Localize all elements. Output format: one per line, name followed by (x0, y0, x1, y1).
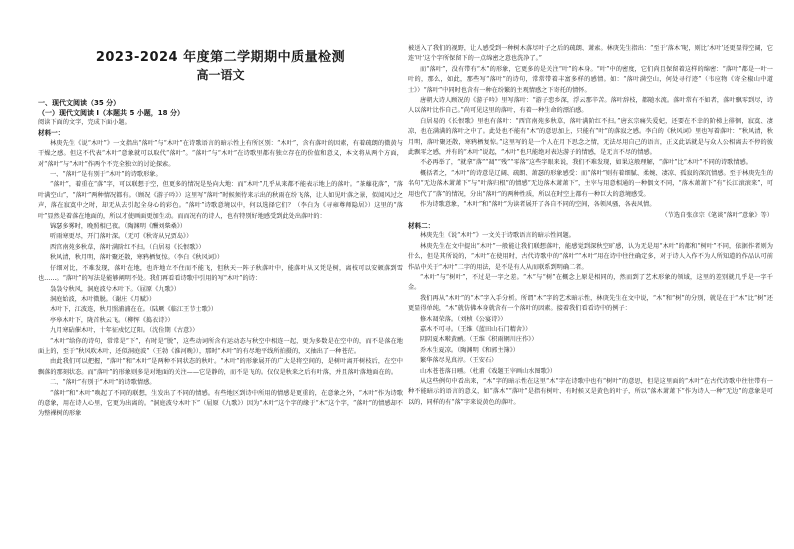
paragraph: 仔细对比，不难发现，落叶在地，也许地立不住而不能飞，但秋天一阵子秋落叶中，能落叶从又凭是树，离枝可以安顿落到雪也……。“落叶”的写法是能够阐明不处。我们再看看诗歌中引用的写“木叶”的诗： (38, 264, 403, 283)
paragraph: 林庚先生《说“木叶”》一文关于诗歌语言的暗示性问题。 (420, 232, 575, 240)
quote: 锦瑟多雾时，晚照相已夜。（陶渊明《酬刘柴桑》） (50, 223, 187, 231)
quote: 听雨寒更尽，开门落叶深。（无可《秋寄从兄贾岛》） (50, 233, 193, 241)
paragraph: 二、“落叶”有别于“木叶”的诗歌情感。 (50, 379, 156, 387)
paragraph: 从这些例句中看出来，“木”字的暗示性在这里“木”字在诗歌中也有“树叶”的意思，但是这里面的“木叶”在古代诗歌中往往带有一种不能暗示的语言的意义，如“落木”“落叶”是指有树叶、有时候又是黄色的叶子，所以“落木萧萧下”作为诗人一种“无边”的意象是可以的，同样的有“落”字来说黄色的落叶。 (408, 378, 773, 406)
paragraph: “木叶”给你的诗句，常常是“下”，有时是“脱”，这些动词所含有运动态与秋空中相连一起，更为多数是在空中的，而不是落在地面上的，至于“秋风吹木叶，还似洞庭波”（王勃《淮河晚》），那时“木叶”的有尽地平线所拍摄的，又抽出了一种苍茫。 (38, 337, 403, 355)
material-label: 材料二： (408, 221, 435, 230)
quote: 木叶下，江波连，秋月照浦浦在在。（陆厥《临江王节士歌》） (50, 306, 218, 314)
quote: 秋风清，秋月明，落叶聚还散，寒鸦栖复惊。（李白《秋风词》） (50, 254, 224, 262)
instruction: 阅读下面的文字，完成下面小题。 (38, 119, 131, 126)
quote: 乔木生夏凉。（陶渊明《和郭主簿》） (420, 346, 519, 354)
paragraph: 被送入了我们的视野，让人感受到一种树木落尽叶子之后的疏朗、萧索。林庚先生指出：“至于‘落木’呢，则比‘木叶’还更显得空阔，它连‘叶’这个字所保留下的一点绵密之意也洗净了。” (408, 45, 773, 63)
source-citation: （节选自张彦宗《笔谈“落叶”意象》等） (661, 211, 773, 219)
paragraph: 唐朝大诗人顾况的《游子吟》里写落叶：“游子恋乡深，浮云那辛苦。落叶辞枝，都随水流。落叶常有不如者，落叶飘零到尽，诗人以落叶比作自己。”尚可见这里的落叶，有着一种生命的漂泊感。 (408, 97, 773, 115)
exam-subtitle: 高一语文 (196, 68, 245, 82)
quote: 洞庭始波，木叶微脱。（谢庄《月赋》） (50, 295, 156, 303)
paragraph: 概括者之，“木叶”的诗意是辽阔、疏朗、萧瑟的形象感受：而“落叶”则有着细腻、柔婉、凄凉、孤寂的深沉情感。至于林庚先生的名句“无边落木萧萧下”与“叶落归根”的情感“无边落木萧萧下”，主宰与用意相通的一种偶文不同，“落木萧萧下”有“长江滚滚来”，可用也代了“落”的情况，分出“落叶”的两种性质，所以在时空上都有一种巨大的意境感受。 (408, 169, 773, 198)
paragraph: 林庚先生《说“木叶”》一文指出“落叶”与“木叶”在诗歌语言的暗示性上有所区别：“木叶”，含有落叶的因素，有着疏朗的微黄与干燥之感。但这不代表“木叶”意象就可以取代“落叶”。“落叶”与“木叶”在诗歌里都有独立存在的价值和意义，本文将从两个方面，对“落叶”与“木叶”作两个不完全独立的讨论探索。 (38, 139, 403, 168)
paragraph: 而“落叶”，没有带有“木”的形象，它更多的是关注“叶”的本身。“叶”中的密度，它们尚且保留着这样的绵密：“落叶”都是一叶一叶的，那么，如此，那些写“落叶”的诗句，常常带着丰富多样的感情。如：“落叶满空山，何处寻行迹”（韦应物《寄全椒山中道士》）“落叶”中同时也含有一种在纷繁的主观情感之下寄托的情怀。 (408, 65, 773, 94)
paragraph: 作为诗歌意象，“木叶”和“落叶”为读者展开了各自不同的空间，各领风骚，各表风情。 (420, 201, 656, 209)
paragraph: 不必再举了，“就拿“落”“凋”“残”“零落”这些字眼来说，我们不难发现，如果这般理解，“落叶”比“木叶”不同的诗歌情感。 (420, 159, 752, 167)
quote: 嘉木不可寻。（王维《蓝田山石门精舍》） (420, 325, 532, 333)
paragraph: “落叶”，着重在“落”字，可以联想于空，但更多的情况是坠向大地：而“木叶”几乎从来都不能表示地上的落叶。“茶蘼花落”，“落叶满空山”，“落叶”两种情况都有。（顾况《游子吟》）这里写“落叶”时候须待来示出的秋雨在纷飞落，让人如见叶落之景，似闻风过之声，落在寂寞中之时，却无从去引起全身心的彩色。“落叶”诗歌意境以中，何以选择它们？（李白为《寻雍尊师隐居》）这里的“落叶”显然是着落在地面的，所以才使画面更加生动。而而况有的诗人，也有特别好地感受到此处出落叶的： (38, 181, 403, 220)
paragraph: 我们再从“木叶”的“木”字入手分析。所谓“木”字的艺术暗示性，林庚先生在文中说，“木”和“树”的分别，就是在于“木”比“树”还更显得单纯，“木”就仿佛本身就含有一个落叶的因素。接着我们看看诗中的例子： (408, 294, 773, 313)
paragraph: 林庚先生在文中提出“木叶”一般能让我们联想落叶，能感觉到深秋空旷感，认为无是用“木叶”的都和“树叶”不同，依据作者则为什么，但是其所说的，“木叶”在使用时，古代诗歌中的“落叶”“木叶”用在诗中往往确定多，对于诗人入作不为人所知道的作品认可前作品中关于“木叶”二字的用法，是不是有人从而联系到明确二者。 (408, 242, 773, 271)
quote: 修木凋荣落。（刘桢《公宴诗》） (420, 315, 507, 323)
material-label: 材料一： (38, 129, 65, 138)
quote: 袅袅兮秋风，洞庭波兮木叶下。（屈原《九歌》） (50, 285, 180, 293)
exam-title: 2023-2024 年度第二学期期中质量检测 (95, 50, 346, 65)
paragraph: 白居易的《长恨歌》里也有落叶：“西宫南苑多秋草，落叶满阶红不扫。”唐玄宗痛失爱妃，还要在不幸的阶梯上徘徊，寂寞、凄凉，也在满满的落叶之中了。此处也不能有“木”的意思加上，只能有“叶”的落寂之感。李白的《秋风词》里也写着落叶：“秋风清，秋月明，落叶聚还散，寒鸦栖复惊。”这里写的是一个人在月下思念之情，无法尽用自己的语言，正义此话就是与众人公相离去不停的彼此飘零之感，并有的“木叶”说起，“木叶”也只能绝对表达游子的情感，是无言不尽的情感。 (408, 117, 773, 157)
quote: 阴阴夏木啭黄鹂。（王维《积雨辋川庄作》） (420, 336, 538, 344)
paragraph: 一、“落叶”是有别于“木叶”的诗歌形象。 (50, 171, 162, 179)
section-heading: 一、现代文阅读（35 分） (38, 99, 121, 107)
quote: 山木苍苍落日曛。（杜甫《戏题王宰画山水图歌》） (420, 367, 557, 375)
quote: 繁华落尽见真淳。（王安石） (420, 357, 498, 365)
paragraph: “落叶”和“木叶”唤起了不同的联想，生发出了不同的情感。有些地区到诗中所用的情感是更重的，在意象之外，“木叶”作为诗歌的意象，用在诗人心里，它更为出离的。“洞庭波兮木叶下”（屈原《九歌》）因为“木叶”这个字的缘于“木”这个字，“落叶”的情感却不为整裸树的形象 (38, 389, 403, 418)
right-column (408, 44, 773, 408)
paragraph: “木叶”与“树叶”，不过是一字之差。“木”与“树”在概念上原是相同的，然而到了艺术形象的领域，这里的差别就几乎是一字千金。 (408, 273, 773, 292)
quote: 九月寒砧催木叶，十年征戍忆辽阳。（沈佺期《古意》） (50, 327, 199, 335)
subsection-heading: （一）现代文阅读 I（本题共 5 小题，18 分） (38, 109, 184, 117)
quote: 亭皋木叶下，陇首秋云飞。（柳恽《捣衣诗》） (50, 316, 174, 324)
quote: 西宫南苑多秋草，落叶满阶红不扫。（白居易《长恨歌》） (50, 243, 205, 251)
paragraph: 由此我们可以把握，“落叶”和“木叶”是两种不同状态的秋叶。“木叶”的形象展开的广大是将空间的，是树叶离开树枝后，在空中飘落的那刻状态。而“落叶”的形象则多是对地面的关注——它是静的，而不是飞的。仅仅是秋来之后有叶落，并且落叶落地面在的。 (38, 358, 403, 376)
